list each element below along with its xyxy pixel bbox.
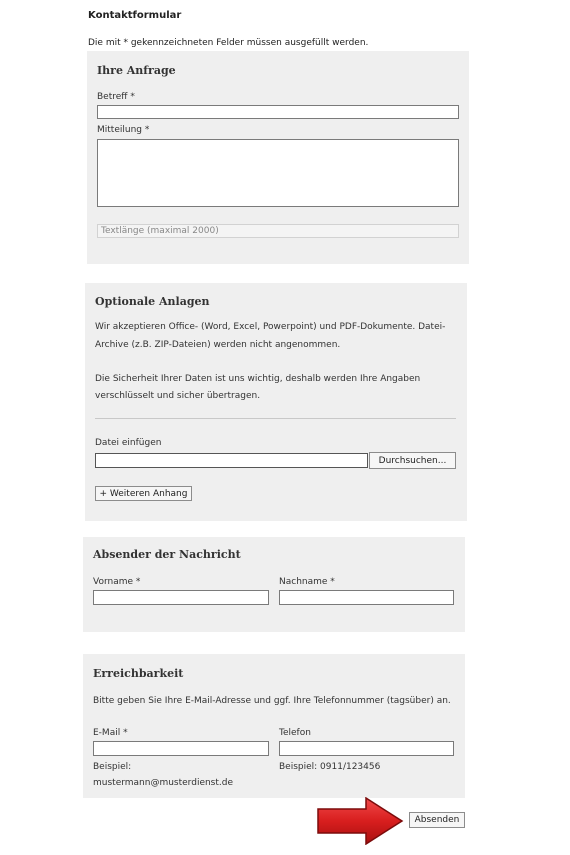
email-example-value: mustermann@musterdienst.de	[93, 778, 234, 788]
contact-heading: Erreichbarkeit	[93, 667, 184, 680]
submit-button[interactable]: Absenden	[409, 812, 465, 828]
message-textarea[interactable]	[97, 139, 459, 207]
phone-input[interactable]	[279, 741, 454, 756]
file-label: Datei einfügen	[95, 438, 162, 448]
required-fields-note: Die mit * gekennzeichneten Felder müssen ausgefüllt werden.	[88, 38, 369, 48]
email-example-label: Beispiel:	[93, 762, 132, 772]
phone-label: Telefon	[279, 728, 311, 738]
browse-button[interactable]: Durchsuchen...	[369, 452, 456, 469]
add-attachment-button[interactable]: + Weiteren Anhang	[95, 486, 192, 501]
security-info-line-2: verschlüsselt und sicher übertragen.	[95, 391, 261, 401]
phone-example: Beispiel: 0911/123456	[279, 762, 381, 772]
attachments-heading: Optionale Anlagen	[95, 295, 210, 308]
contact-info: Bitte geben Sie Ihre E-Mail-Adresse und ggf. Ihre Telefonnummer (tagsüber) an.	[93, 696, 451, 706]
page-title: Kontaktformular	[88, 10, 182, 21]
inquiry-heading: Ihre Anfrage	[97, 64, 176, 77]
first-name-input[interactable]	[93, 590, 269, 605]
message-label: Mitteilung *	[97, 125, 150, 135]
last-name-label: Nachname *	[279, 577, 335, 587]
text-length-counter: Textlänge (maximal 2000)	[97, 224, 459, 238]
attachments-info-line-1: Wir akzeptieren Office- (Word, Excel, Powerpoint) und PDF-Dokumente. Datei-	[95, 322, 446, 332]
red-arrow-icon	[316, 797, 404, 845]
section-divider	[95, 418, 456, 419]
first-name-label: Vorname *	[93, 577, 141, 587]
sender-heading: Absender der Nachricht	[93, 548, 241, 561]
file-path-field[interactable]	[95, 453, 368, 468]
attachments-info-line-2: Archive (z.B. ZIP-Dateien) werden nicht angenommen.	[95, 340, 341, 350]
subject-label: Betreff *	[97, 92, 135, 102]
email-input[interactable]	[93, 741, 269, 756]
security-info-line-1: Die Sicherheit Ihrer Daten ist uns wichtig, deshalb werden Ihre Angaben	[95, 374, 421, 384]
subject-input[interactable]	[97, 105, 459, 119]
last-name-input[interactable]	[279, 590, 454, 605]
email-label: E-Mail *	[93, 728, 128, 738]
